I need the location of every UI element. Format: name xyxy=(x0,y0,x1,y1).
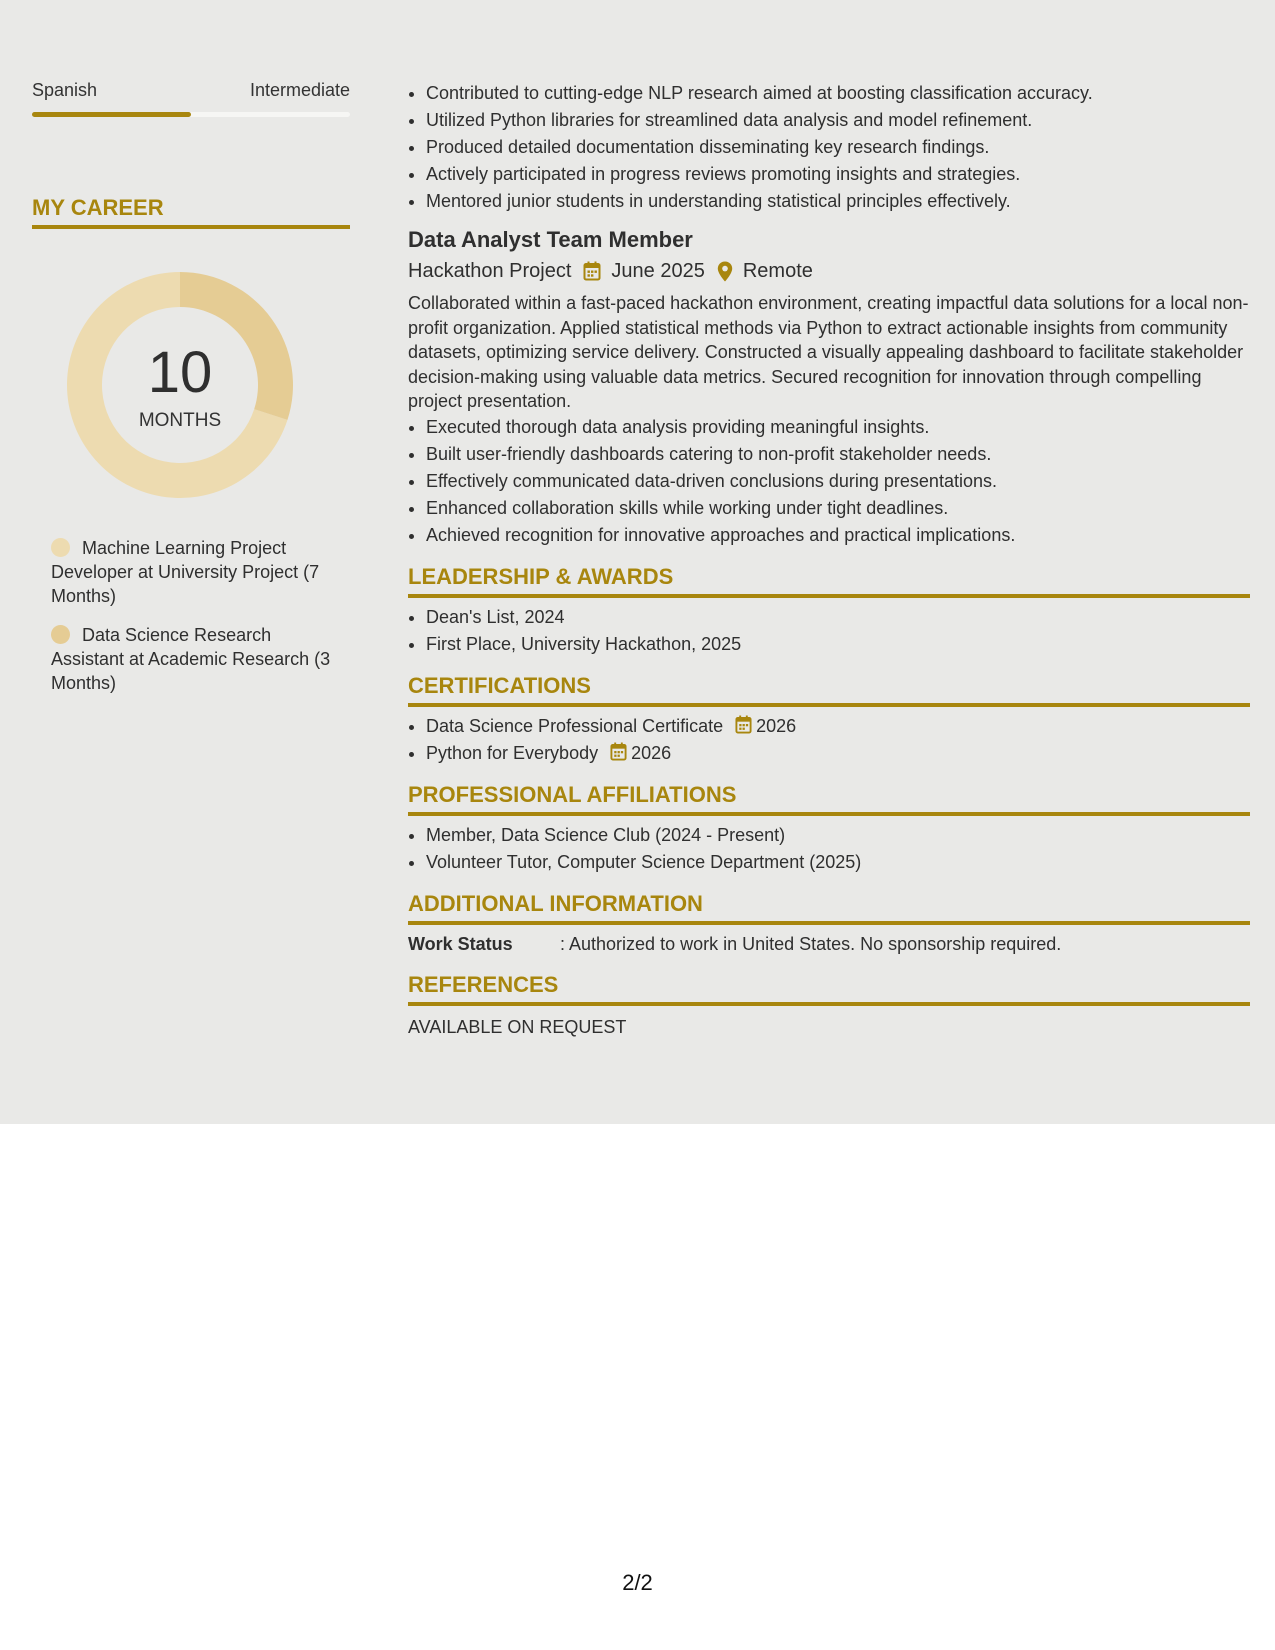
previous-job-bullets xyxy=(408,80,1250,215)
list-item xyxy=(426,713,1250,740)
job-description: Collaborated within a fast-paced hackathon environment, creating impactful data solutions for a local non-profit organization. Applied statistical methods via Python to extract actionable insights from community datasets, optimizing service delivery. Constructed a visually appealing dashboard to facilitate stakeholder decision-making using valuable data metrics. Secured recognition for innovation through compelling project presentation. xyxy=(408,293,1249,411)
work-status-value: : Authorized to work in United States. No sponsorship required. xyxy=(560,933,1062,954)
list-item: • Enhanced collaboration skills while working under tight deadlines. xyxy=(426,495,1250,522)
calendar-icon xyxy=(610,742,627,761)
job-date: June 2025 xyxy=(611,260,705,282)
legend-dot-icon xyxy=(51,625,70,644)
job-company: Hackathon Project xyxy=(408,260,572,282)
language-name: Spanish xyxy=(32,80,98,100)
career-total-months: 10 xyxy=(147,340,213,405)
language-level: Intermediate xyxy=(249,80,350,100)
leadership-section-title: LEADERSHIP & AWARDS xyxy=(408,563,1250,598)
right-column xyxy=(408,80,1250,1040)
job-bullets xyxy=(408,414,1250,549)
career-legend-label: Machine Learning Project Developer at University Project (7 Months) xyxy=(51,538,320,606)
list-item: • Mentored junior students in understanding statistical principles effectively. xyxy=(426,188,1250,215)
job-meta xyxy=(408,257,1250,285)
list-item: • Built user-friendly dashboards catering to non-profit stakeholder needs. xyxy=(426,441,1250,468)
list-item: • Achieved recognition for innovative approaches and practical implications. xyxy=(426,522,1250,549)
list-item: • Member, Data Science Club (2024 - Present) xyxy=(426,822,1250,849)
language-proficiency-fill xyxy=(32,112,191,117)
list-item: • Effectively communicated data-driven conclusions during presentations. xyxy=(426,468,1250,495)
certifications-list xyxy=(408,713,1250,767)
career-section-title: MY CAREER xyxy=(32,195,350,229)
list-item: • Contributed to cutting-edge NLP research aimed at boosting classification accuracy. xyxy=(426,80,1250,107)
job-title: Data Analyst Team Member xyxy=(408,227,693,252)
work-status-label: Work Status xyxy=(408,933,513,954)
left-column xyxy=(32,80,350,710)
legend-dot-icon xyxy=(51,538,70,557)
list-item: • First Place, University Hackathon, 2025 xyxy=(426,631,1250,658)
list-item: • Actively participated in progress reviews promoting insights and strategies. xyxy=(426,161,1250,188)
work-status-row xyxy=(408,931,1250,957)
list-item: • Utilized Python libraries for streamlined data analysis and model refinement. xyxy=(426,107,1250,134)
list-item: • Volunteer Tutor, Computer Science Department (2025) xyxy=(426,849,1250,876)
affiliations-list xyxy=(408,822,1250,876)
list-item: • Dean's List, 2024 xyxy=(426,604,1250,631)
references-section-title: REFERENCES xyxy=(408,971,1250,1006)
career-legend-label: Data Science Research Assistant at Academic Research (3 Months) xyxy=(51,625,331,693)
list-item xyxy=(426,740,1250,767)
certification-name: Python for Everybody xyxy=(426,742,599,763)
career-legend-item xyxy=(51,623,341,695)
career-legend xyxy=(51,536,350,695)
leadership-list xyxy=(408,604,1250,658)
language-row xyxy=(32,80,350,101)
job-location: Remote xyxy=(742,260,813,282)
career-total-unit: MONTHS xyxy=(138,410,222,431)
location-pin-icon xyxy=(717,261,733,282)
career-legend-item xyxy=(51,536,341,608)
certification-year: 2026 xyxy=(631,742,672,763)
certification-name: Data Science Professional Certificate xyxy=(426,715,724,736)
list-item: • Executed thorough data analysis providing meaningful insights. xyxy=(426,414,1250,441)
career-donut-chart xyxy=(67,272,293,498)
certification-year: 2026 xyxy=(756,715,797,736)
page-number: 2/2 xyxy=(622,1570,653,1595)
certifications-section-title: CERTIFICATIONS xyxy=(408,672,1250,707)
affiliations-section-title: PROFESSIONAL AFFILIATIONS xyxy=(408,781,1250,816)
references-text: AVAILABLE ON REQUEST xyxy=(408,1016,627,1037)
list-item: • Produced detailed documentation disseminating key research findings. xyxy=(426,134,1250,161)
calendar-icon xyxy=(583,261,601,281)
additional-info-section-title: ADDITIONAL INFORMATION xyxy=(408,890,1250,925)
language-proficiency-bar xyxy=(32,112,350,117)
calendar-icon xyxy=(735,715,752,734)
